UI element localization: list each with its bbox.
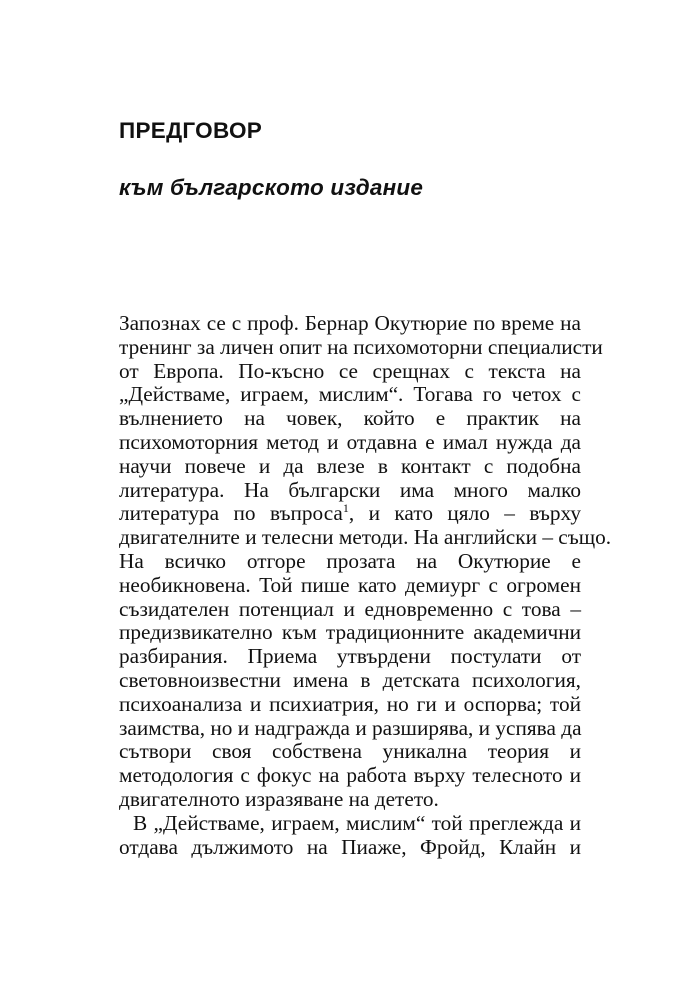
text-line: методология с фокус на работа върху телесното и — [119, 763, 581, 788]
text-line: необикновена. Той пише като демиург с огромен — [119, 572, 581, 597]
text-fragment: литература по въпроса — [119, 501, 343, 526]
text-line: заимства, но и надгражда и разширява, и успява да — [119, 715, 582, 740]
text-line: световноизвестни имена в детската психология, — [119, 667, 581, 692]
paragraph-first-line: В „Действаме, играем, мислим“ той преглежда и — [133, 810, 581, 835]
text-line: разбирания. Приема утвърдени постулати от — [119, 644, 581, 669]
page-title: ПРЕДГОВОР — [119, 118, 263, 143]
text-line: сътвори своя собствена уникална теория и — [119, 739, 581, 764]
text-line: На всичко отгоре прозата на Окутюрие е — [119, 548, 581, 573]
text-line: вълнението на човек, който е практик на — [119, 406, 581, 431]
text-line: съзидателен потенциал и едновременно с това – — [119, 596, 581, 621]
text-line: от Европа. По-късно се срещнах с текста на — [119, 358, 581, 383]
text-line: „Действаме, играем, мислим“. Тогава го четох с — [119, 382, 581, 407]
text-line: отдава дължимото на Пиаже, Фройд, Клайн и — [119, 834, 581, 859]
text-line: научи повече и да влезе в контакт с подобна — [119, 453, 581, 478]
body-text — [119, 311, 612, 859]
page-subtitle: към българското издание — [119, 175, 424, 200]
text-line: психомоторния метод и отдавна е имал нужда да — [119, 429, 581, 454]
text-line: предизвикателно към традиционните академични — [119, 620, 581, 645]
paragraph-last-line: двигателното изразяване на детето. — [119, 786, 439, 811]
text-line: психоанализа и психиатрия, но ги и оспорва; той — [119, 691, 581, 716]
text-line-with-footnote — [119, 502, 581, 526]
footnote-reference[interactable]: 1 — [342, 501, 349, 516]
text-line: двигателните и телесни методи. На английски – също. — [119, 525, 612, 550]
text-line: литература. На български има много малко — [119, 477, 581, 502]
text-line: Запознах се с проф. Бернар Окутюрие по време на — [119, 311, 581, 335]
text-line: тренинг за личен опит на психомоторни специалисти — [119, 334, 603, 359]
text-fragment: , и като цяло – върху — [348, 501, 582, 526]
